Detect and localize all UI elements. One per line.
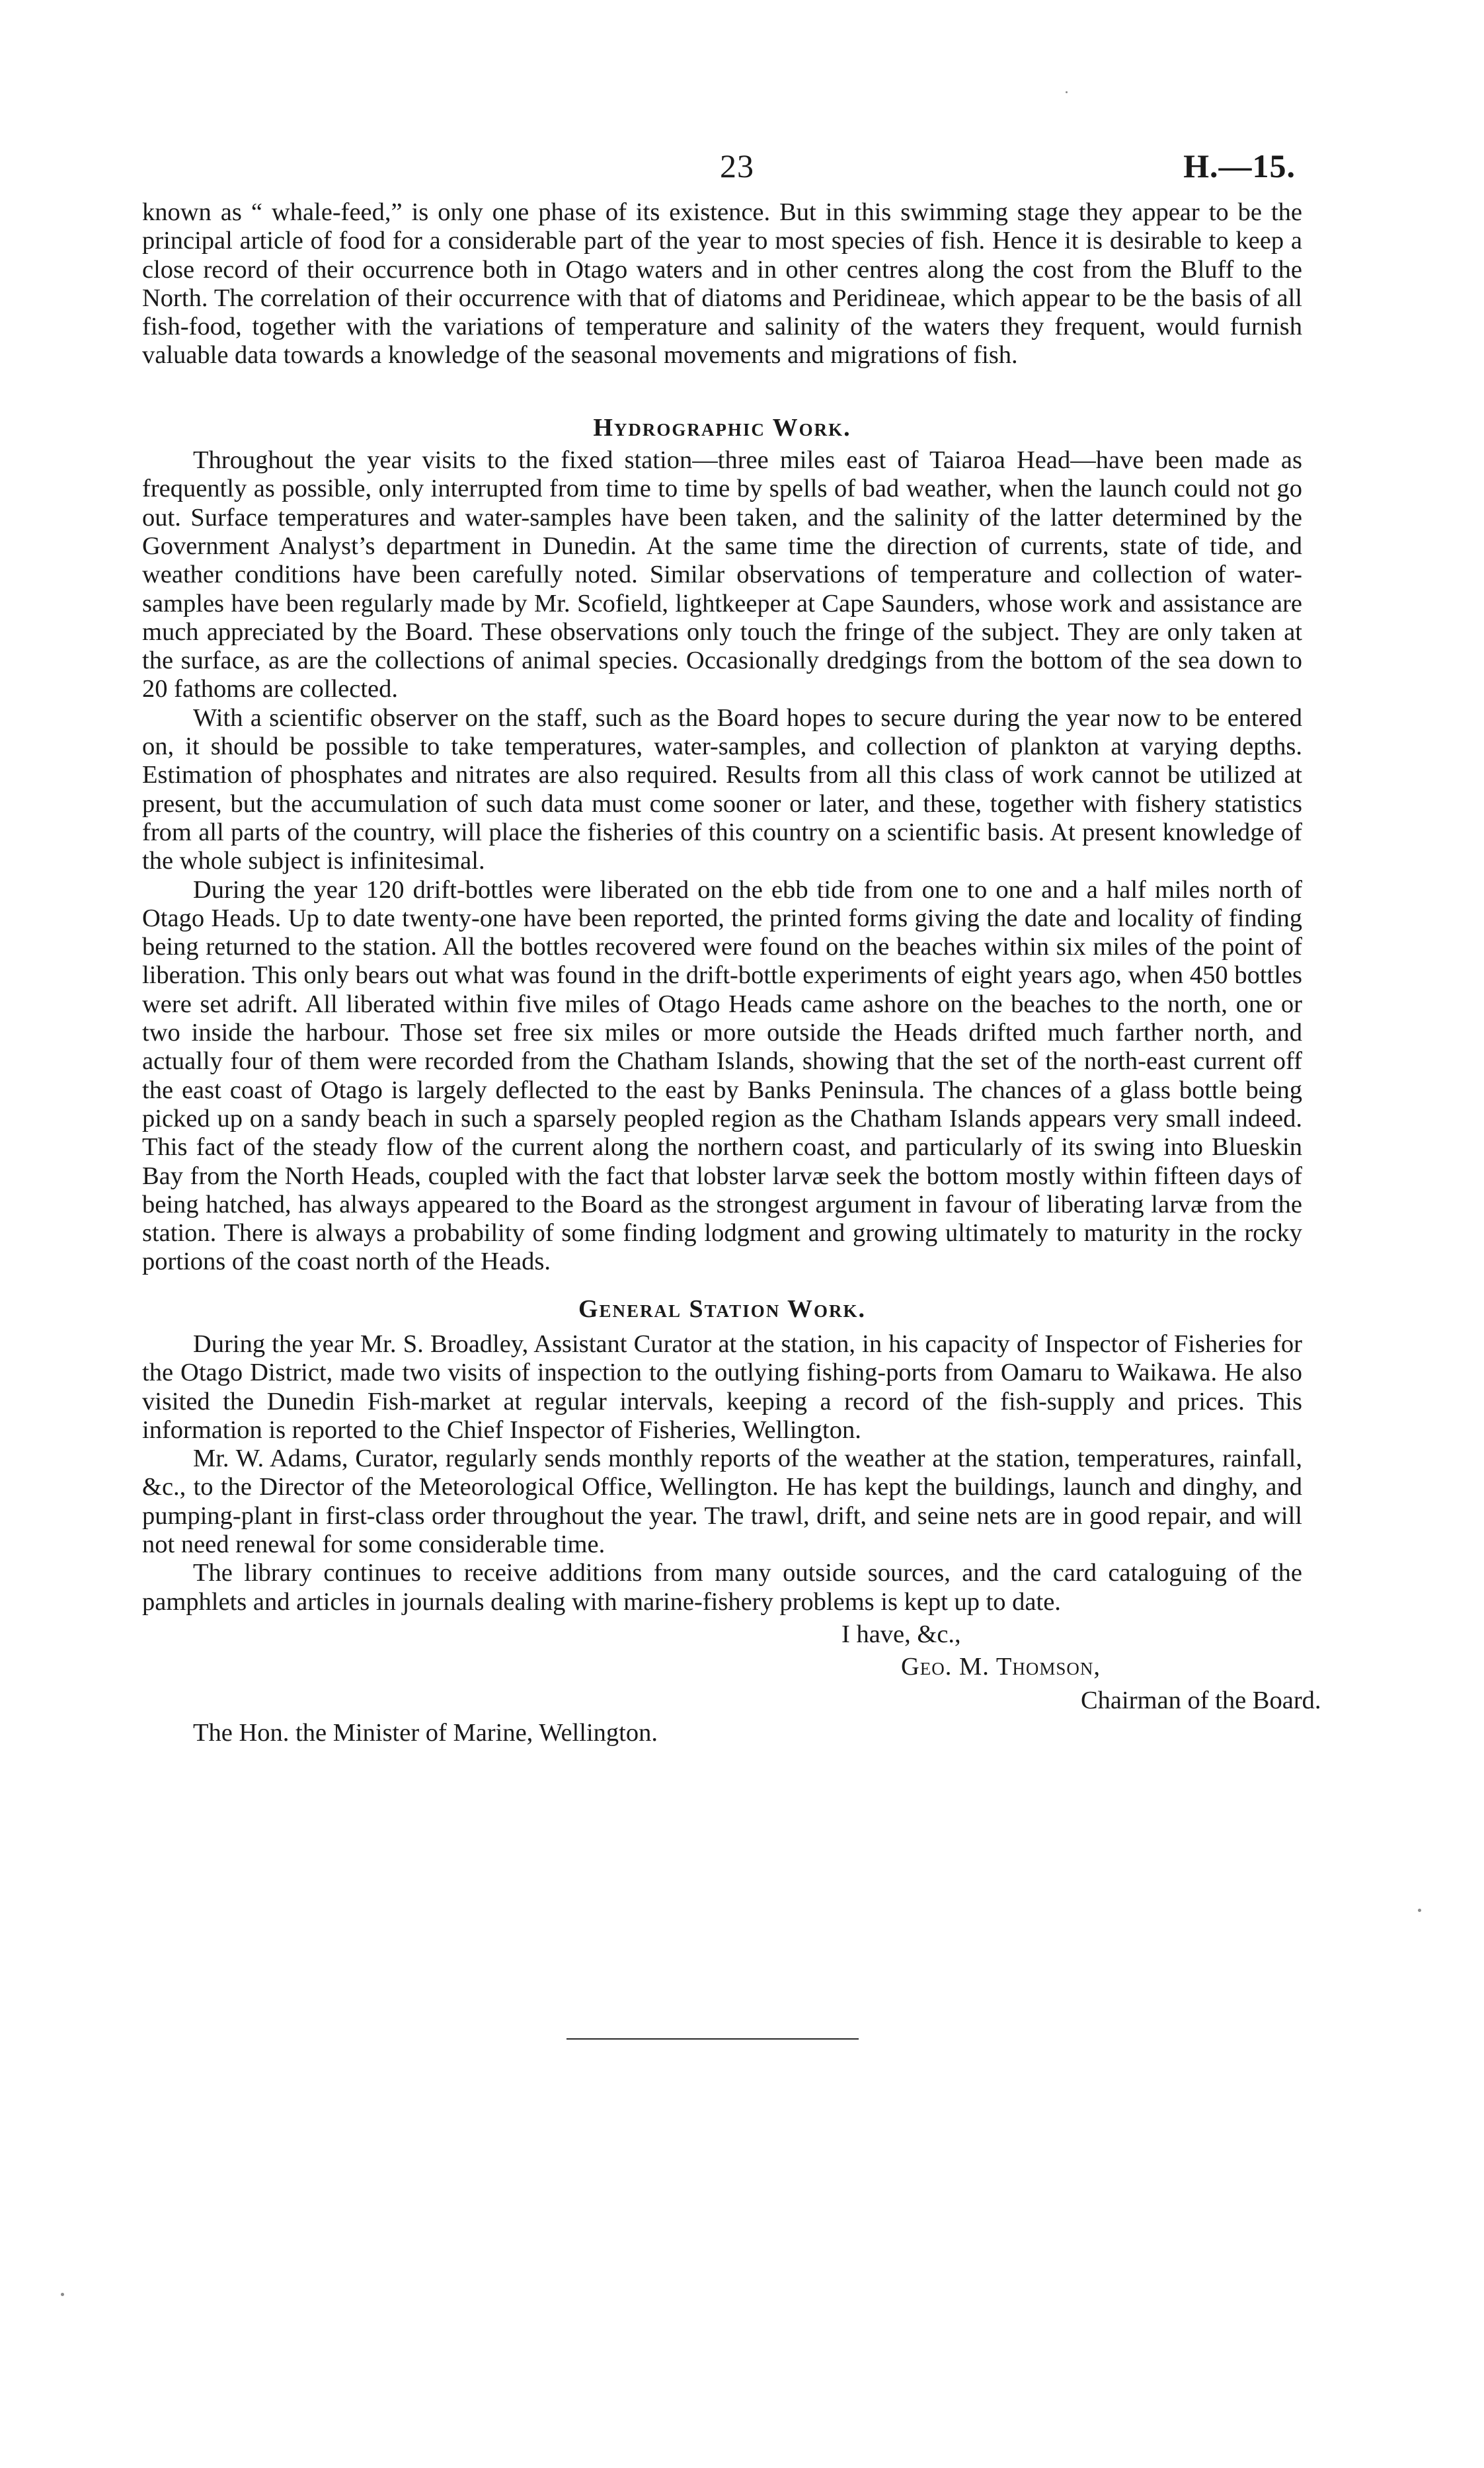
scan-speck: [61, 2293, 64, 2296]
signature-block: [142, 1616, 1321, 1719]
body-column: [142, 198, 1321, 1747]
document-reference: H.—15.: [1183, 147, 1296, 184]
scan-speck: [1066, 91, 1068, 93]
scan-speck: [1418, 1909, 1421, 1912]
general-paragraph: During the year Mr. S. Broadley, Assistant Curator at the station, in his capacity of Inspector of Fisheries for the Otago District, made two visits of inspection to the outlying fishing-ports from Oamaru to Waikawa. He also visited the Dunedin Fish-market at regular intervals, keeping a record of the fish-supply and prices. This information is reported to the Chief Inspector of Fisheries, Wellington.: [142, 1330, 1302, 1444]
hydrographic-paragraph: Throughout the year visits to the fixed station—three miles east of Taiaroa Head—have been made as frequently as possible, only interrupted from time to time by spells of bad weather, when the launch could not go out. Surface temperatures and water-samples have been taken, and the salinity of the latter determined by the Government Analyst’s department in Dunedin. At the same time the direction of currents, state of tide, and weather conditions have been carefully noted. Similar observations of temperature and collection of water-samples have been regularly made by Mr. Scofield, lightkeeper at Cape Saunders, whose work and assistance are much appreciated by the Board. These observations only touch the fringe of the subject. They are only taken at the surface, as are the collections of animal species. Occasionally dredgings from the bottom of the sea down to 20 fathoms are collected.: [142, 446, 1302, 703]
signatory-name: Geo. M. Thomson,: [901, 1652, 1101, 1681]
hydrographic-work-heading: Hydrographic Work.: [593, 413, 851, 442]
hydrographic-paragraph: With a scientific observer on the staff, such as the Board hopes to secure during the year now to be entered on, it should be possible to take temperatures, water-samples, and collection of plankton at varying depths. Estimation of phosphates and nitrates are also required. Results from all this class of work cannot be utilized at present, but the accumulation of such data must come sooner or later, and these, together with fishery statistics from all parts of the country, will place the fisheries of this country on a scientific basis. At present knowledge of the whole subject is infinitesimal.: [142, 703, 1302, 875]
signature-salutation: I have, &c.,: [841, 1620, 961, 1648]
page-number: 23: [720, 147, 754, 184]
signatory-title: Chairman of the Board.: [1081, 1686, 1321, 1714]
addressee-line: The Hon. the Minister of Marine, Wellington.: [193, 1718, 658, 1747]
hydrographic-paragraph: During the year 120 drift-bottles were liberated on the ebb tide from one to one and a half miles north of Otago Heads. Up to date twenty-one have been reported, the printed forms giving the date and locality of finding being returned to the station. All the bottles recovered were found on the beaches within six miles of the point of liberation. This only bears out what was found in the drift-bottle experiments of eight years ago, when 450 bottles were set adrift. All liberated within five miles of Otago Heads came ashore on the beaches to the north, one or two inside the harbour. Those set free six miles or more outside the Heads drifted much farther north, and actually four of them were recorded from the Chatham Islands, showing that the set of the north-east current off the east coast of Otago is largely deflected to the east by Banks Peninsula. The chances of a glass bottle being picked up on a sandy beach in such a sparsely peopled region as the Chatham Islands appears very small indeed. This fact of the steady flow of the current along the northern coast, and particularly of its swing into Blueskin Bay from the North Heads, coupled with the fact that lobster larvæ seek the bottom mostly within fifteen days of being hatched, has always appeared to the Board as the strongest argument in favour of liberating larvæ from the station. There is always a probability of some finding lodgment and growing ultimately to maturity in the rocky portions of the coast north of the Heads.: [142, 875, 1302, 1276]
intro-paragraph: known as “ whale-feed,” is only one phase of its existence. But in this swimming stage they appear to be the principal article of food for a considerable part of the year to most species of fish. Hence it is desirable to keep a close record of their occurrence both in Otago waters and in other centres along the cost from the Bluff to the North. The correlation of their occurrence with that of diatoms and Peridineae, which appear to be the basis of all fish-food, together with the variations of temperature and salinity of the waters they frequent, would furnish valuable data towards a knowledge of the seasonal movements and migrations of fish.: [142, 198, 1302, 370]
closing-rule: [566, 2038, 859, 2040]
general-station-work-heading: General Station Work.: [578, 1294, 867, 1323]
general-paragraph: The library continues to receive additions from many outside sources, and the card cataloguing of the pamphlets and articles in journals dealing with marine-fishery problems is kept up to date.: [142, 1559, 1302, 1616]
general-paragraph: Mr. W. Adams, Curator, regularly sends monthly reports of the weather at the station, temperatures, rainfall, &c., to the Director of the Meteorological Office, Wellington. He has kept the buildings, launch and dinghy, and pumping-plant in first-class order throughout the year. The trawl, drift, and seine nets are in good repair, and will not need renewal for some considerable time.: [142, 1445, 1302, 1559]
